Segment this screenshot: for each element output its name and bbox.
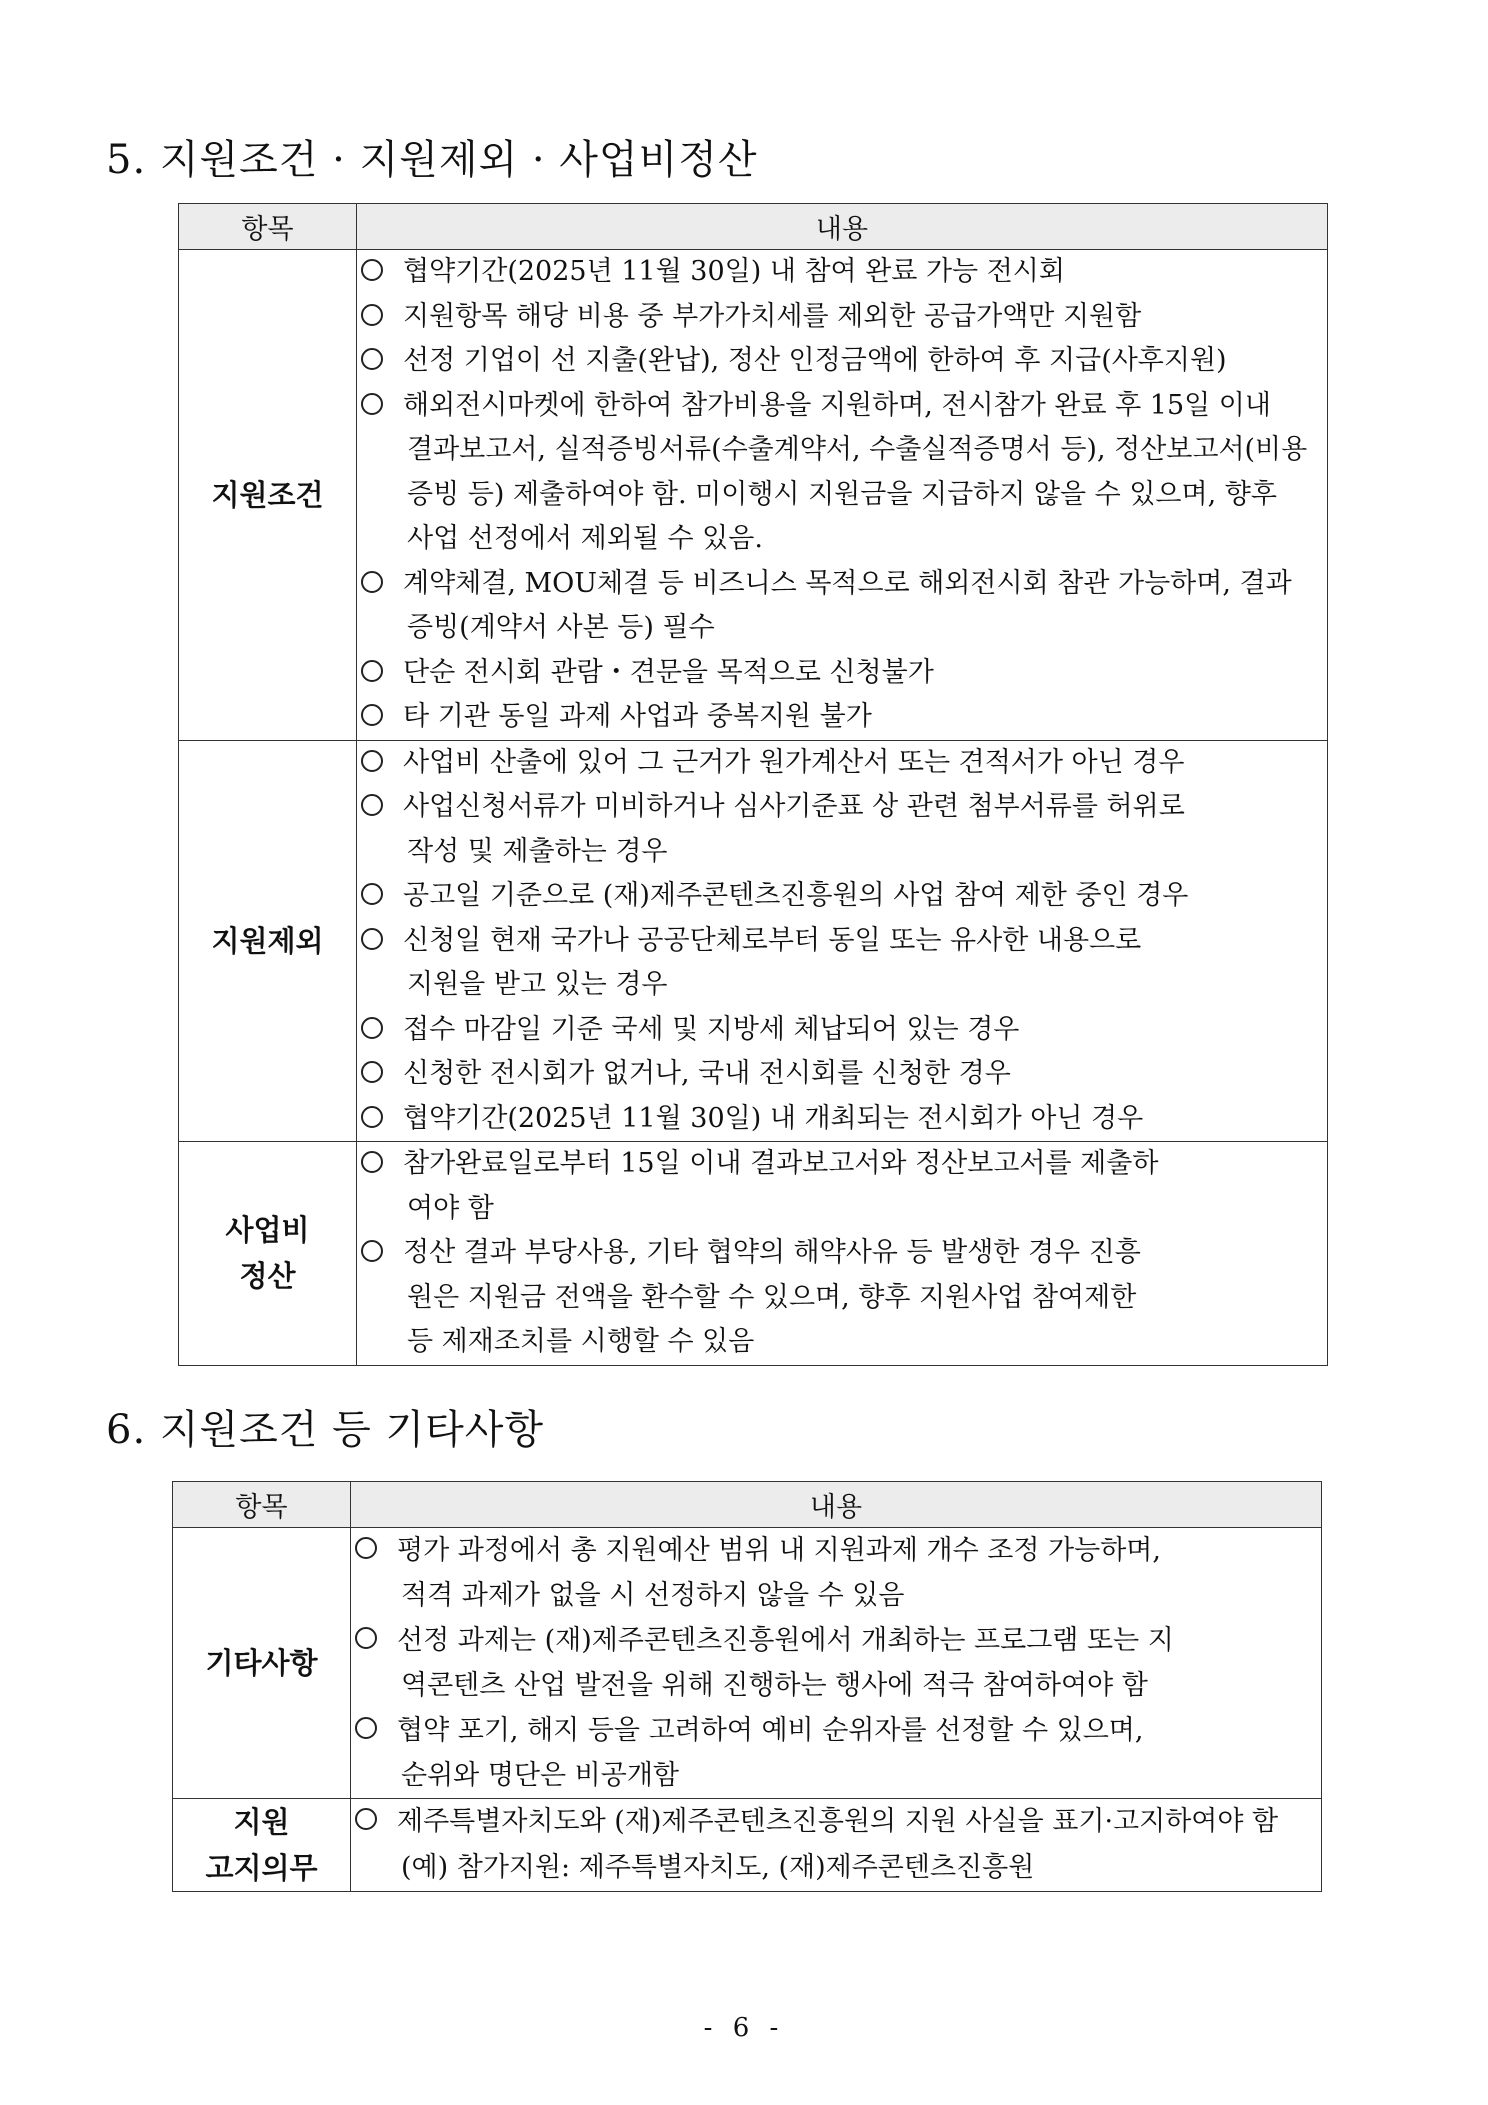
circle-bullet-icon bbox=[361, 393, 383, 415]
list-item bbox=[357, 1142, 1327, 1231]
list-item bbox=[357, 384, 1327, 562]
table-row bbox=[173, 1528, 1322, 1799]
row-label-line: 고지의무 bbox=[205, 1851, 318, 1885]
circle-bullet-icon bbox=[361, 1106, 383, 1128]
table-row bbox=[179, 740, 1328, 1142]
list-item bbox=[357, 874, 1327, 919]
list-item-text: 단순 전시회 관람・견문을 목적으로 신청불가 bbox=[403, 656, 934, 688]
list-item-text: 참가완료일로부터 15일 이내 결과보고서와 정산보고서를 제출하 bbox=[403, 1148, 1159, 1179]
list-item bbox=[351, 1528, 1321, 1618]
list-item-text: 협약 포기, 해지 등을 고려하여 예비 순위자를 선정할 수 있으며, bbox=[397, 1715, 1144, 1746]
circle-bullet-icon bbox=[361, 928, 383, 950]
circle-bullet-icon bbox=[361, 883, 383, 905]
row-label bbox=[173, 1528, 351, 1799]
page-number: - 6 - bbox=[703, 2013, 785, 2043]
table-row bbox=[179, 1142, 1328, 1366]
list-item-text: 결과보고서, 실적증빙서류(수출계약서, 수출실적증명서 등), 정산보고서(비용 bbox=[407, 434, 1308, 465]
circle-bullet-icon bbox=[355, 1808, 377, 1830]
list-item bbox=[357, 1097, 1327, 1142]
list-item bbox=[357, 651, 1327, 696]
list-item bbox=[357, 695, 1327, 740]
bullet-list bbox=[357, 741, 1327, 1142]
list-item bbox=[357, 741, 1327, 786]
row-label bbox=[179, 1142, 357, 1366]
list-item-text: 협약기간(2025년 11월 30일) 내 참여 완료 가능 전시회 bbox=[403, 256, 1065, 287]
row-content bbox=[357, 1142, 1328, 1366]
list-item-text: 접수 마감일 기준 국세 및 지방세 체납되어 있는 경우 bbox=[403, 1013, 1020, 1045]
list-item bbox=[357, 1052, 1327, 1097]
list-item bbox=[357, 250, 1327, 295]
list-item-text: 해외전시마켓에 한하여 참가비용을 지원하며, 전시참가 완료 후 15일 이내 bbox=[403, 389, 1271, 421]
list-item-text: 지원항목 해당 비용 중 부가가치세를 제외한 공급가액만 지원함 bbox=[403, 300, 1142, 332]
row-label bbox=[179, 250, 357, 741]
list-item-text: 사업비 산출에 있어 그 근거가 원가계산서 또는 견적서가 아닌 경우 bbox=[403, 746, 1185, 778]
bullet-list bbox=[351, 1528, 1321, 1798]
section-5-heading: 5. 지원조건 · 지원제외 · 사업비정산 bbox=[106, 137, 758, 183]
list-item-text: 증빙(계약서 사본 등) 필수 bbox=[407, 612, 715, 643]
table-row bbox=[173, 1799, 1322, 1892]
list-item-text: 지원을 받고 있는 경우 bbox=[407, 969, 668, 1000]
circle-bullet-icon bbox=[361, 1240, 383, 1262]
row-label-line: 사업비 bbox=[225, 1213, 310, 1248]
support-conditions-table bbox=[178, 203, 1328, 1366]
list-item-text: 계약체결, MOU체결 등 비즈니스 목적으로 해외전시회 참관 가능하며, 결과 bbox=[403, 567, 1292, 599]
circle-bullet-icon bbox=[361, 1017, 383, 1039]
row-label-line: 지원 bbox=[233, 1805, 290, 1839]
list-item-text: 적격 과제가 없을 시 선정하지 않을 수 있음 bbox=[401, 1580, 905, 1611]
circle-bullet-icon bbox=[361, 1151, 383, 1173]
list-item-text: 역콘텐츠 산업 발전을 위해 진행하는 행사에 적극 참여하여야 함 bbox=[401, 1670, 1148, 1701]
other-matters-table bbox=[172, 1481, 1322, 1892]
list-item-text: 증빙 등) 제출하여야 함. 미이행시 지원금을 지급하지 않을 수 있으며, 향후 bbox=[407, 478, 1277, 510]
section-6-heading: 6. 지원조건 등 기타사항 bbox=[106, 1407, 545, 1453]
list-item-text: 선정 기업이 선 지출(완납), 정산 인정금액에 한하여 후 지급(사후지원) bbox=[403, 345, 1227, 376]
row-content bbox=[351, 1528, 1322, 1799]
list-item bbox=[357, 562, 1327, 651]
bullet-list bbox=[351, 1799, 1321, 1891]
header-item: 항목 bbox=[173, 1482, 351, 1528]
list-item-text: 신청일 현재 국가나 공공단체로부터 동일 또는 유사한 내용으로 bbox=[403, 924, 1142, 956]
circle-bullet-icon bbox=[355, 1717, 377, 1739]
list-item bbox=[357, 339, 1327, 384]
circle-bullet-icon bbox=[361, 259, 383, 281]
circle-bullet-icon bbox=[361, 304, 383, 326]
circle-bullet-icon bbox=[361, 571, 383, 593]
row-content bbox=[357, 740, 1328, 1142]
circle-bullet-icon bbox=[355, 1537, 377, 1559]
list-item-text: 사업신청서류가 미비하거나 심사기준표 상 관련 첨부서류를 허위로 bbox=[403, 791, 1185, 822]
bullet-list bbox=[357, 250, 1327, 740]
list-item bbox=[357, 295, 1327, 340]
row-label-line: 기타사항 bbox=[205, 1646, 318, 1680]
row-content bbox=[351, 1799, 1322, 1892]
list-item-text: 타 기관 동일 과제 사업과 중복지원 불가 bbox=[403, 701, 872, 732]
list-item-text: 선정 과제는 (재)제주콘텐츠진흥원에서 개최하는 프로그램 또는 지 bbox=[397, 1625, 1174, 1656]
circle-bullet-icon bbox=[355, 1627, 377, 1649]
circle-bullet-icon bbox=[361, 794, 383, 816]
circle-bullet-icon bbox=[361, 1061, 383, 1083]
circle-bullet-icon bbox=[361, 660, 383, 682]
list-item-text: 제주특별자치도와 (재)제주콘텐츠진흥원의 지원 사실을 표기·고지하여야 함 bbox=[397, 1806, 1279, 1837]
list-item-text: 정산 결과 부당사용, 기타 협약의 해약사유 등 발생한 경우 진흥 bbox=[403, 1237, 1141, 1268]
header-content: 내용 bbox=[357, 204, 1328, 250]
list-item-text: 여야 함 bbox=[407, 1192, 494, 1224]
list-item-text: 평가 과정에서 총 지원예산 범위 내 지원과제 개수 조정 가능하며, bbox=[397, 1535, 1161, 1566]
list-item-text: 신청한 전시회가 없거나, 국내 전시회를 신청한 경우 bbox=[403, 1058, 1011, 1089]
row-content bbox=[357, 250, 1328, 741]
list-item bbox=[351, 1799, 1321, 1891]
bullet-list bbox=[357, 1142, 1327, 1365]
list-item bbox=[351, 1618, 1321, 1708]
list-item bbox=[357, 1231, 1327, 1365]
row-label bbox=[179, 740, 357, 1142]
row-label bbox=[173, 1799, 351, 1892]
row-label-line: 정산 bbox=[239, 1259, 296, 1294]
list-item-text: 사업 선정에서 제외될 수 있음. bbox=[407, 523, 763, 554]
list-item-text: 원은 지원금 전액을 환수할 수 있으며, 향후 지원사업 참여제한 bbox=[407, 1281, 1137, 1313]
list-item bbox=[351, 1708, 1321, 1798]
table-row bbox=[179, 250, 1328, 741]
list-item-text: 등 제재조치를 시행할 수 있음 bbox=[407, 1326, 755, 1357]
circle-bullet-icon bbox=[361, 704, 383, 726]
circle-bullet-icon bbox=[361, 750, 383, 772]
list-item-text: 공고일 기준으로 (재)제주콘텐츠진흥원의 사업 참여 제한 중인 경우 bbox=[403, 880, 1189, 911]
list-item bbox=[357, 785, 1327, 874]
list-item-text: 협약기간(2025년 11월 30일) 내 개최되는 전시회가 아닌 경우 bbox=[403, 1102, 1144, 1134]
list-item-text: 작성 및 제출하는 경우 bbox=[407, 835, 668, 867]
list-item bbox=[357, 919, 1327, 1008]
list-item-text: 순위와 명단은 비공개함 bbox=[401, 1760, 679, 1791]
row-label-line: 지원제외 bbox=[211, 923, 324, 958]
circle-bullet-icon bbox=[361, 348, 383, 370]
header-content: 내용 bbox=[351, 1482, 1322, 1528]
list-item bbox=[357, 1008, 1327, 1053]
row-label-line: 지원조건 bbox=[211, 477, 324, 512]
list-item-text: (예) 참가지원: 제주특별자치도, (재)제주콘텐츠진흥원 bbox=[401, 1852, 1035, 1883]
header-item: 항목 bbox=[179, 204, 357, 250]
